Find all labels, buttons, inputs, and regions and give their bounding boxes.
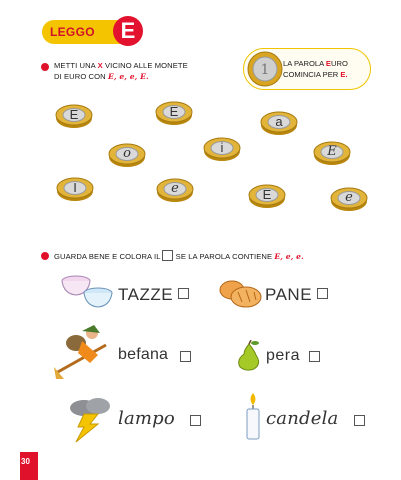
callout-e2: E. <box>340 70 348 79</box>
coin-letter: e <box>171 181 179 196</box>
callout-text-c: COMINCIA PER <box>283 70 341 79</box>
instr1-text-c: DI EURO CON <box>54 72 108 81</box>
coin-letter: e <box>345 190 353 205</box>
callout-e: E <box>325 59 331 68</box>
word-candela: candela <box>266 408 339 429</box>
pear-icon <box>234 340 264 372</box>
euro-coin[interactable] <box>108 142 146 168</box>
callout-text-a: LA PAROLA <box>283 59 326 68</box>
lesson-label: LEGGO <box>50 25 95 39</box>
euro-coin[interactable] <box>55 103 93 129</box>
cups-icon <box>58 272 116 312</box>
page-number: 30 <box>21 457 30 466</box>
euro-coin[interactable] <box>260 110 298 136</box>
word-tazze: TAZZE <box>118 285 174 304</box>
exercise2-instruction <box>54 250 354 262</box>
euro-coin[interactable] <box>155 100 193 126</box>
word-pane: PANE <box>265 285 313 304</box>
befana-icon <box>52 323 116 379</box>
instr1-letters: E, e, e, E. <box>107 72 149 81</box>
exercise1-instruction <box>54 60 234 82</box>
euro-callout <box>243 48 371 90</box>
word-lampo: lampo <box>118 408 175 429</box>
euro-coin[interactable] <box>313 140 351 166</box>
coin-letter: o <box>123 146 131 161</box>
callout-text-b: URO <box>331 59 348 68</box>
checkbox-pera[interactable] <box>309 351 320 362</box>
euro-coin[interactable] <box>203 136 241 162</box>
bullet-2 <box>41 252 49 260</box>
callout-line2 <box>283 70 348 79</box>
checkbox-lampo[interactable] <box>190 415 201 426</box>
euro-coin[interactable] <box>248 183 286 209</box>
instr2-checkbox-sample <box>162 250 173 261</box>
coin-letter: E <box>69 107 79 122</box>
checkbox-candela[interactable] <box>354 415 365 426</box>
coin-letter: E <box>262 187 272 202</box>
coin-letter: E <box>169 104 179 119</box>
instr1-x: X <box>97 61 103 70</box>
euro-coin[interactable] <box>56 176 94 202</box>
coin-letter: E <box>327 144 337 159</box>
instr2-text-b: SE LA PAROLA CONTIENE <box>173 252 275 261</box>
coin-letter: I <box>73 180 77 195</box>
lightning-cloud-icon <box>66 396 116 444</box>
coin-letter: a <box>275 114 283 129</box>
bread-icon <box>218 278 262 310</box>
checkbox-pane[interactable] <box>317 288 328 299</box>
instr1-text-b: VICINO ALLE MONETE <box>102 61 188 70</box>
euro-coin[interactable] <box>330 186 368 212</box>
word-befana: befana <box>118 346 169 363</box>
euro-coin-icon <box>247 51 283 87</box>
callout-line1 <box>283 59 348 68</box>
bullet-1 <box>41 63 49 71</box>
instr1-text: METTI UNA <box>54 61 98 70</box>
word-pera: pera <box>266 347 301 364</box>
instr2-text-a: GUARDA BENE E COLORA IL <box>54 252 163 261</box>
checkbox-befana[interactable] <box>180 351 191 362</box>
euro-coin[interactable] <box>156 177 194 203</box>
instr2-letters: E, e, e. <box>274 252 304 261</box>
svg-text:1: 1 <box>260 62 270 78</box>
candle-icon <box>242 393 264 441</box>
coin-letter: i <box>220 140 224 155</box>
lesson-letter: E <box>113 16 143 46</box>
lesson-badge <box>42 20 137 44</box>
checkbox-tazze[interactable] <box>178 288 189 299</box>
page-number-tab <box>20 452 38 480</box>
